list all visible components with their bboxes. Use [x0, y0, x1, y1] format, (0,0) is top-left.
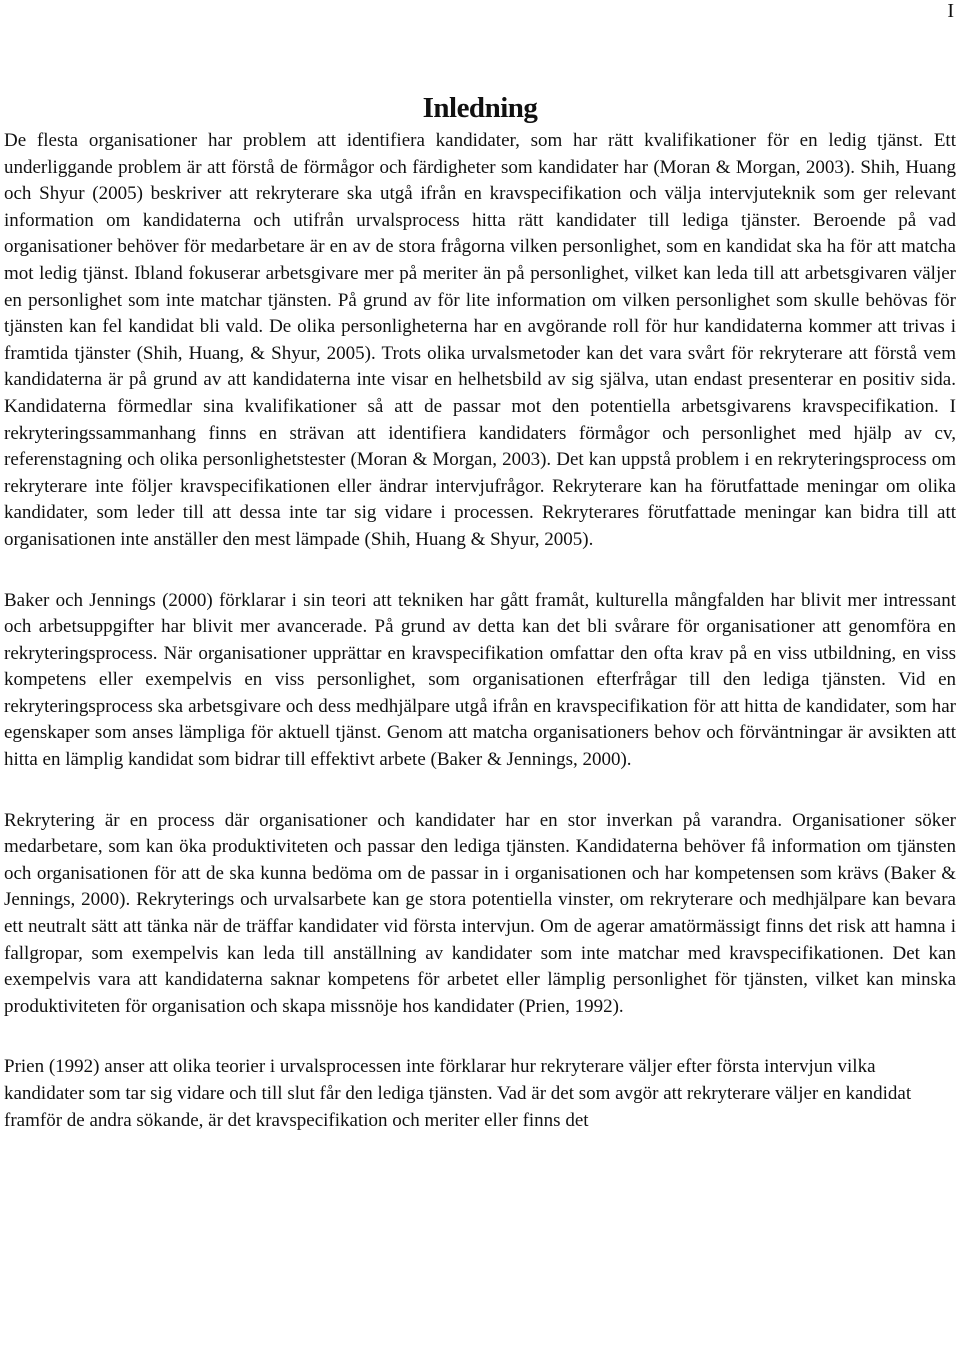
- paragraph-1: De flesta organisationer har problem att identifiera kandidater, som har rätt kvalifikationer för en ledig tjänst. Ett underliggande problem är att förstå de förmågor och färdigheter som kandidater har (Moran & Morgan, 2003). Shih, Huang och Shyur (2005) beskriver att rekryterare ska utgå ifrån en kravspecifikation och välja intervjuteknik som ger relevant information om kandidaterna och utifrån urvalsprocess hitta rätt kandidater till lediga tjänster. Beroende på vad organisationer behöver för medarbetare är en av de stora frågorna vilken personlighet, som en kandidat ska ha för att matcha mot ledig tjänst. Ibland fokuserar arbetsgivare mer på meriter än på personlighet, vilket kan leda till att arbetsgivaren väljer en personlighet som inte matchar tjänsten. På grund av för lite information om vilken personlighet som skulle behövas för tjänsten kan fel kandidat bli vald. De olika personligheterna har en avgörande roll för hur kandidaterna kommer att trivas i framtida tjänster (Shih, Huang, & Shyur, 2005). Trots olika urvalsmetoder kan det vara svårt för rekryterare att förstå vem kandidaterna är på grund av att kandidaterna inte visar en helhetsbild av sig själva, utan endast presenterar en positiv sida. Kandidaterna förmedlar sina kvalifikationer så att de passar mot den potentiella arbetsgivarens kravspecifikation. I rekryteringssammanhang finns en strävan att identifiera kandidaters förmågor och personlighet med hjälp av cv, referenstagning och olika personlighetstester (Moran & Morgan, 2003). Det kan uppstå problem i en rekryteringsprocess om rekryterare inte följer kravspecifikationen eller ändrar intervjufrågor. Rekryterare kan ha förutfattade meningar om olika kandidater, som leder till att dessa inte tar sig vidare i processen. Rekryterares förutfattade meningar kan bidra till att organisationen inte anställer den mest lämpade (Shih, Huang & Shyur, 2005).: [4, 130, 956, 550]
- page-number: I: [947, 0, 954, 22]
- paragraph-2: Baker och Jennings (2000) förklarar i sin teori att tekniken har gått framåt, kulturella mångfalden har blivit mer intressant och arbetsuppgifter har blivit mer avancerade. På grund av detta kan det bli svårare för organisationer att genomföra en rekryteringsprocess. När organisationer upprättar en kravspecifikation omfattar den ofta krav på en viss utbildning, en viss kompetens eller exempelvis en viss personlighet, som organisationen efterfrågar till den lediga tjänsten. Vid en rekryteringsprocess ska arbetsgivare och dess medhjälpare utgå ifrån en kravspecifikation för att hitta de kandidater, som har egenskaper som anses lämpliga för aktuell tjänst. Genom att matcha organisationers behov och förväntningar är avsikten att hitta en lämplig kandidat som bidrar till effektivt arbete (Baker & Jennings, 2000).: [4, 589, 956, 771]
- body-text: [4, 128, 956, 1134]
- paragraph-3: Rekrytering är en process där organisationer och kandidater har en stor inverkan på varandra. Organisationer söker medarbetare, som kan öka produktiviteten och passar den lediga tjänsten. Kandidaterna behöver få information om tjänsten och organisationen för att de ska kunna bedöma om de passar in i organisationen och har kompetensen som krävs (Baker & Jennings, 2000). Rekryterings och urvalsarbete kan ge stora potentiella vinster, om rekryterare och medhjälpare kan bevara ett neutralt sätt att tänka när de träffar kandidater vid första intervjun. Om de agerar amatörmässigt finns det risk att hamna i fallgropar, som exempelvis kan leda till anställning av kandidater som inte matchar med kravspecifikationen. Det kan exempelvis vara att kandidaterna saknar kompetens för arbetet eller lämplig personlighet för tjänsten, vilket kan minska produktiviteten för organisation och skapa missnöje hos kandidater (Prien, 1992).: [4, 809, 956, 1017]
- paragraph-4: Prien (1992) anser att olika teorier i urvalsprocessen inte förklarar hur rekryterare väljer efter första intervjun vilka kandidater som tar sig vidare och till slut får den lediga tjänsten. Vad är det som avgör att rekryterare väljer en kandidat framför de andra sökande, är det kravspecifikation och meriter eller finns det: [4, 1056, 912, 1131]
- section-heading: Inledning: [422, 92, 538, 124]
